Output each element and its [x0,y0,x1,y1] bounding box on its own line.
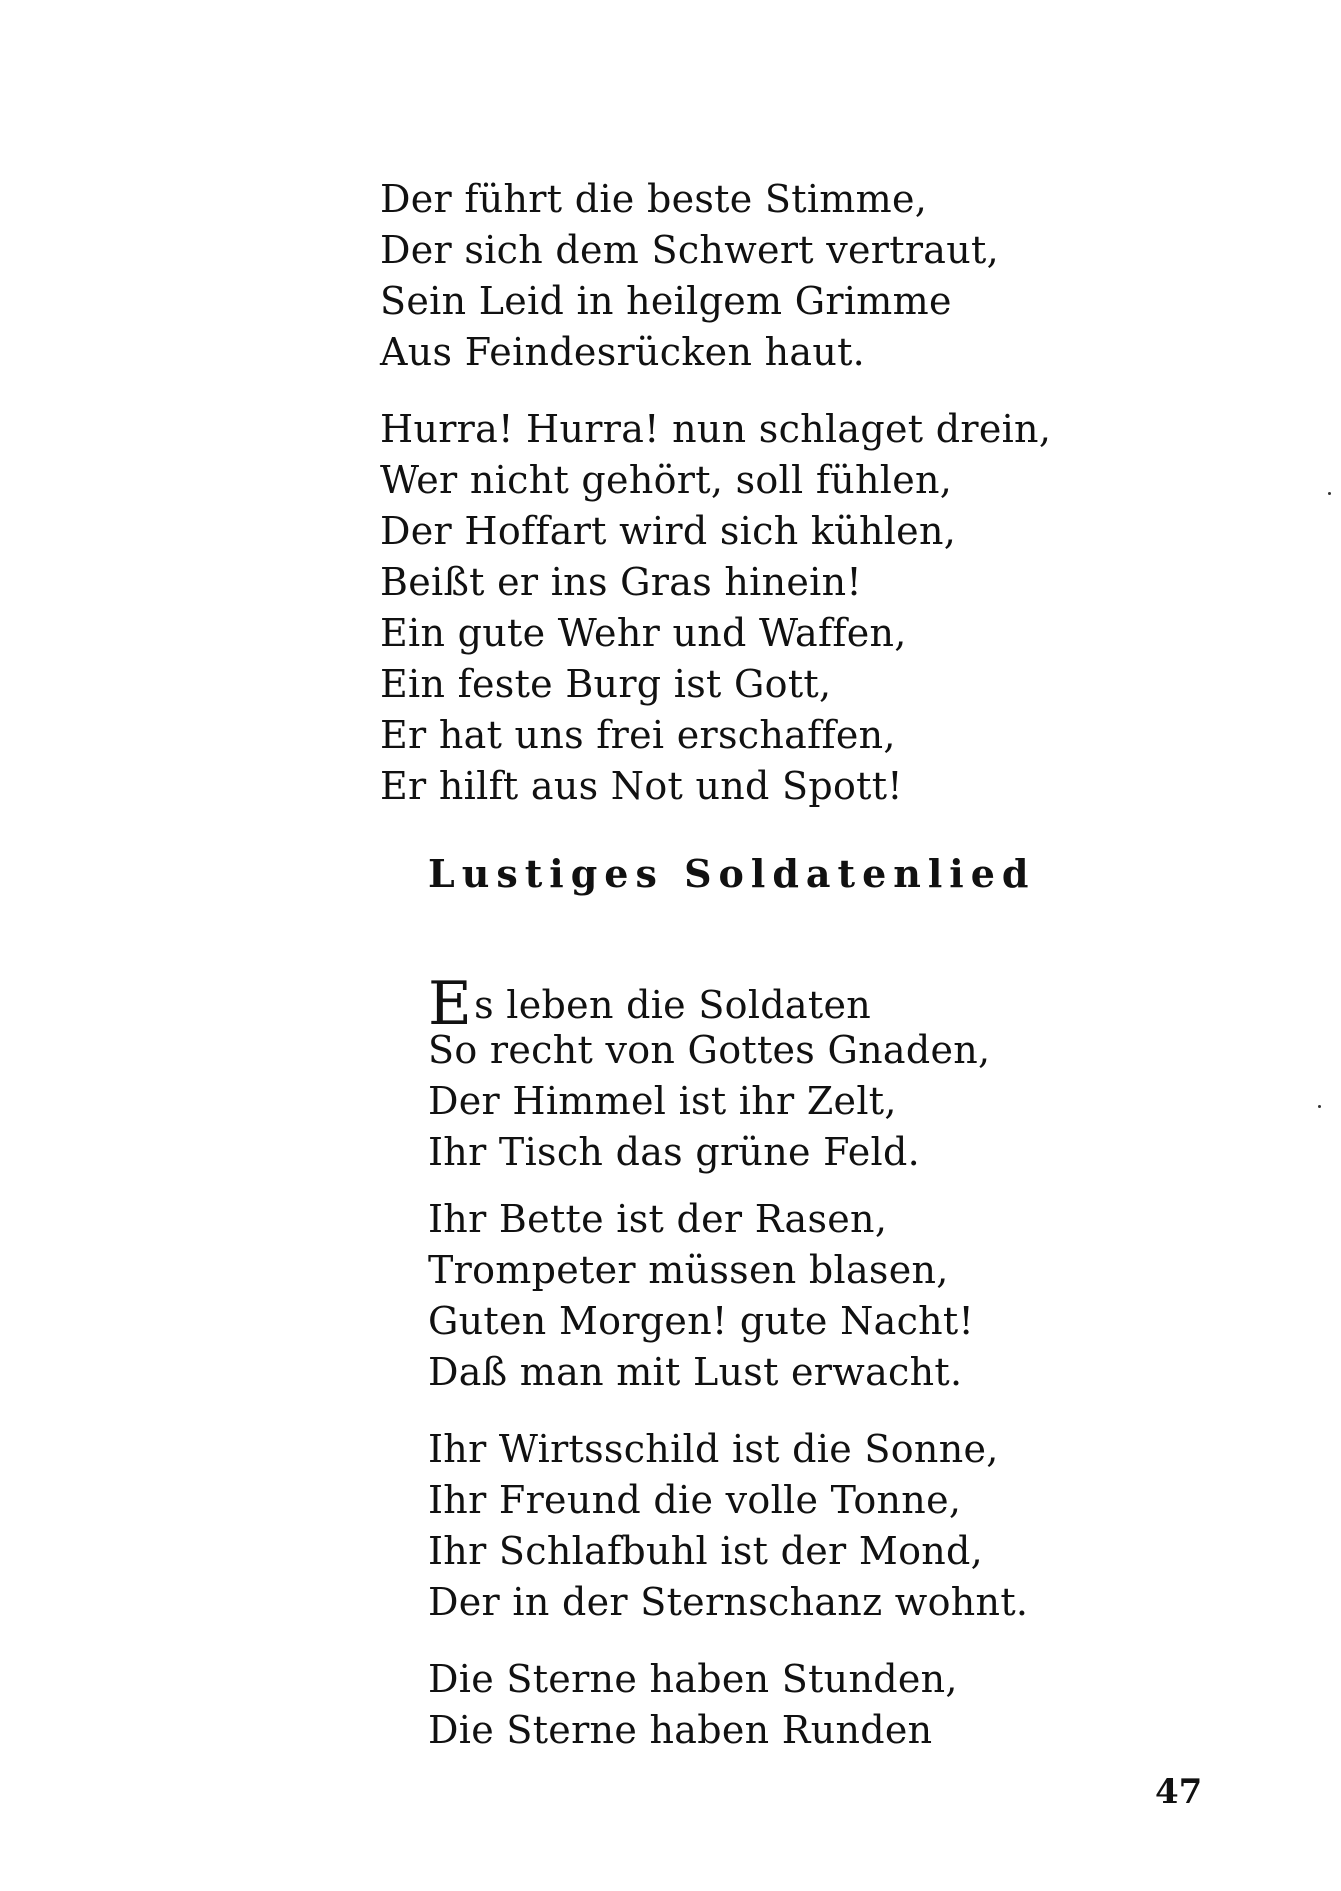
verse-line: So recht von Gottes Gnaden, [428,1028,991,1072]
stanza [428,1197,975,1404]
verse-line: Ein gute Wehr und Waffen, [380,611,907,655]
verse-line-rest: s leben die Soldaten [474,983,872,1027]
verse-line: Die Sterne haben Stunden, [428,1657,958,1701]
verse-line-first [428,969,990,1039]
verse-line: Hurra! Hurra! nun schlaget drein, [380,407,1052,451]
verse-line: Der sich dem Schwert vertraut, [380,228,999,272]
verse-line: Er hat uns frei erschaffen, [380,713,896,757]
verse-line: Sein Leid in heilgem Grimme [380,279,952,323]
verse-line: Der in der Sternschanz wohnt. [428,1580,1029,1624]
verse-line: Aus Feindesrücken haut. [380,330,866,374]
verse-line: Ihr Schlafbuhl ist der Mond, [428,1529,984,1573]
verse-line: Ihr Tisch das grüne Feld. [428,1130,920,1174]
print-speck [1318,1105,1321,1108]
stanza [428,1657,958,1762]
stanza [428,1427,1029,1634]
verse-line: Guten Morgen! gute Nacht! [428,1299,975,1343]
verse-line: Er hilft aus Not und Spott! [380,764,903,808]
verse-line: Der Himmel ist ihr Zelt, [428,1079,897,1123]
stanza [380,407,1052,818]
poem-title: Lustiges Soldatenlied [428,851,1036,896]
stanza [428,969,991,1184]
verse-line: Der Hoffart wird sich kühlen, [380,509,957,553]
verse-line: Ihr Freund die volle Tonne, [428,1478,962,1522]
verse-line: Wer nicht gehört, soll fühlen, [380,458,953,502]
verse-line: Die Sterne haben Runden [428,1708,933,1752]
stanza [380,177,999,384]
verse-line: Ihr Wirtsschild ist die Sonne, [428,1427,999,1471]
verse-line: Ihr Bette ist der Rasen, [428,1197,888,1241]
print-speck [1328,492,1331,495]
page-number: 47 [1155,1772,1203,1812]
drop-cap: E [428,969,473,1039]
verse-line: Daß man mit Lust erwacht. [428,1350,963,1394]
verse-line: Trompeter müssen blasen, [428,1248,949,1292]
verse-line: Ein feste Burg ist Gott, [380,662,832,706]
verse-line: Der führt die beste Stimme, [380,177,928,221]
verse-line: Beißt er ins Gras hinein! [380,560,862,604]
